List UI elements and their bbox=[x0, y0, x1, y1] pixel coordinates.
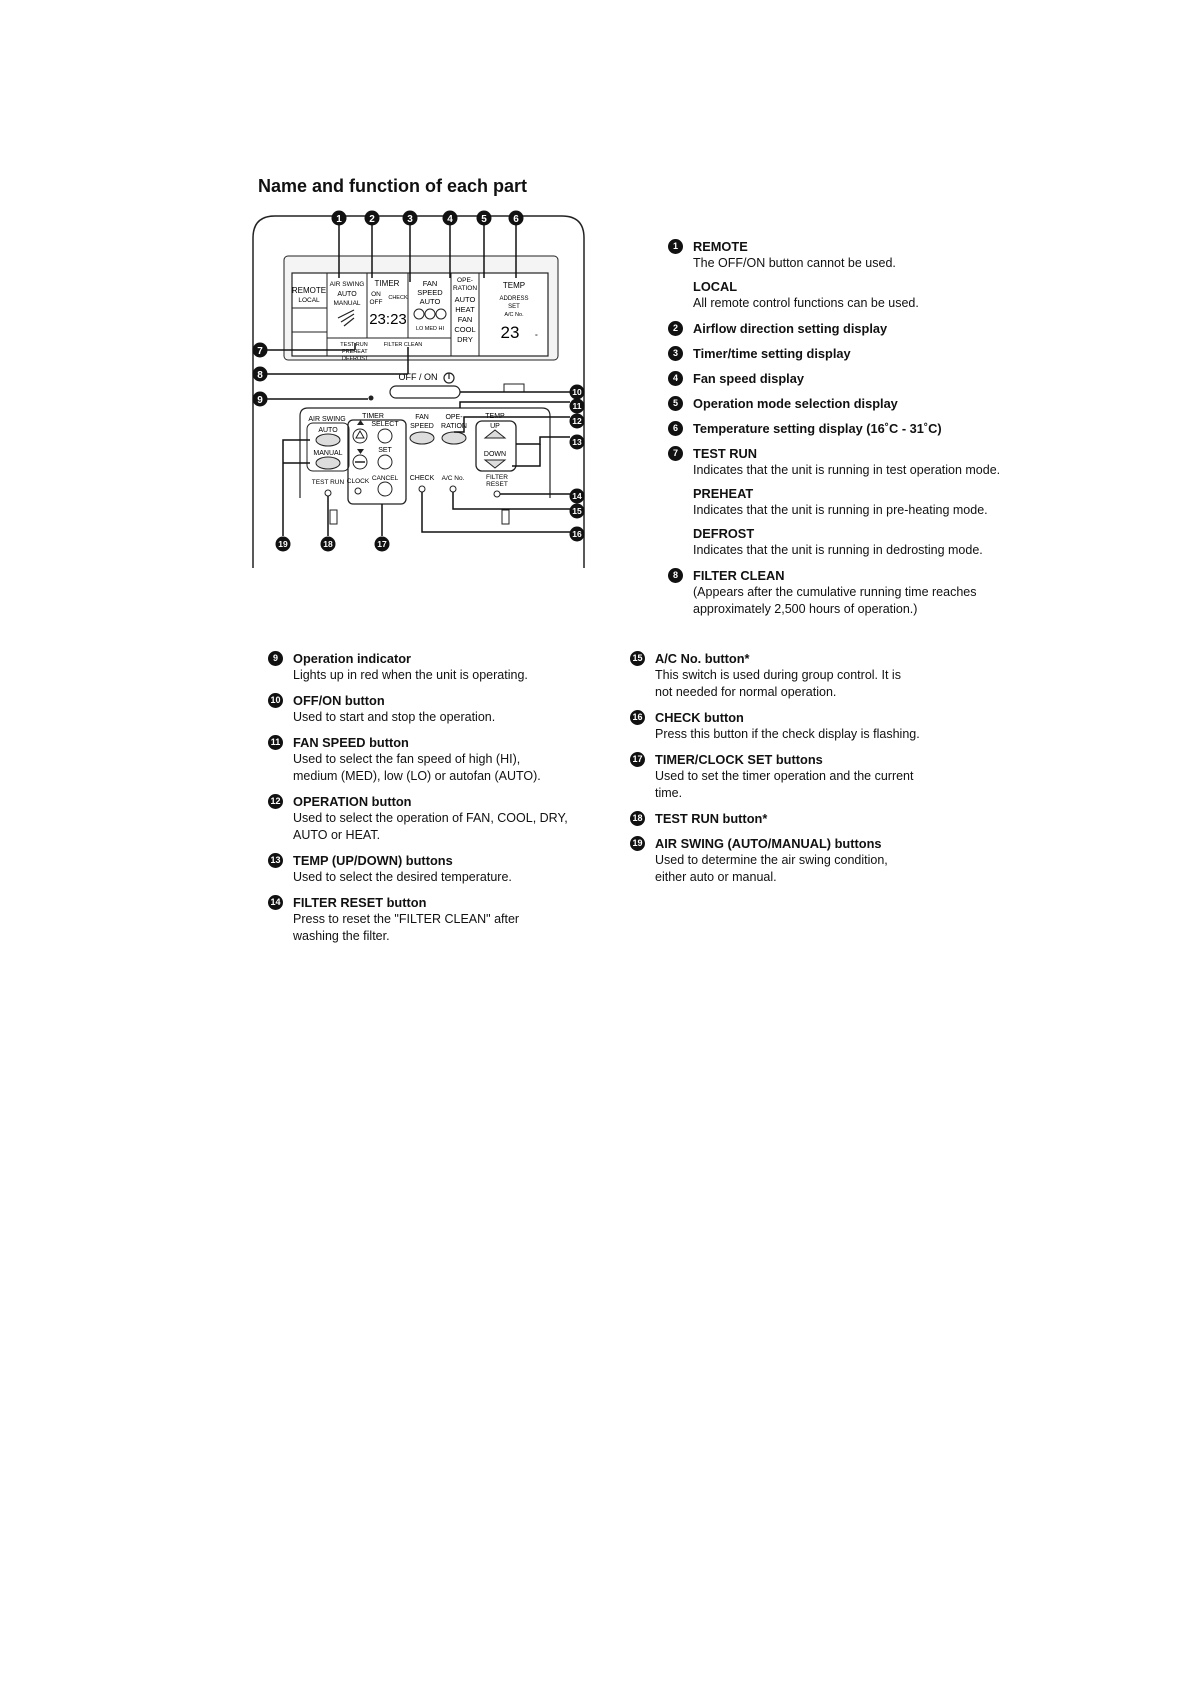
list-item bbox=[668, 420, 1018, 437]
operation-button[interactable] bbox=[442, 432, 466, 444]
item-heading: Timer/time setting display bbox=[693, 346, 851, 361]
item-heading: OPERATION button bbox=[293, 794, 412, 809]
item-number: 7 bbox=[668, 446, 683, 461]
down-label: DOWN bbox=[483, 451, 507, 458]
item-number: 18 bbox=[630, 811, 645, 826]
list-item bbox=[668, 445, 1018, 559]
callout-1: 1 bbox=[336, 214, 342, 225]
list-item bbox=[668, 370, 1018, 387]
item-text: Indicates that the unit is running in test operation mode. bbox=[693, 463, 1001, 477]
ac-no-label: A/C No. bbox=[441, 475, 465, 482]
lcd-auto: AUTO bbox=[337, 291, 357, 298]
lcd-test-run: TEST RUN bbox=[340, 342, 368, 348]
item-heading: AIR SWING (AUTO/MANUAL) buttons bbox=[655, 836, 882, 851]
list-item bbox=[668, 345, 1018, 362]
power-icon bbox=[444, 373, 454, 383]
item-heading: Operation mode selection display bbox=[693, 396, 898, 411]
item-number: 10 bbox=[268, 693, 283, 708]
select-label: SELECT bbox=[371, 421, 399, 428]
parts-list-buttons-left bbox=[268, 650, 568, 953]
item-number: 12 bbox=[268, 794, 283, 809]
clock-label: CLOCK bbox=[346, 478, 370, 485]
lcd-op-dry: DRY bbox=[457, 335, 473, 344]
item-heading: Temperature setting display (16˚C - 31˚C) bbox=[693, 421, 942, 436]
test-run-label: TEST RUN bbox=[311, 479, 345, 486]
list-item bbox=[630, 810, 920, 827]
lcd-remote: REMOTE bbox=[291, 286, 327, 295]
item-text: Used to select the desired temperature. bbox=[293, 870, 512, 884]
speed-label: SPEED bbox=[410, 423, 434, 430]
set-button[interactable] bbox=[378, 455, 392, 469]
parts-list-buttons-right bbox=[630, 650, 920, 894]
callout-17: 17 bbox=[377, 539, 387, 549]
lcd-op-auto: AUTO bbox=[454, 295, 476, 304]
list-item bbox=[268, 692, 568, 726]
lcd-on: ON bbox=[371, 291, 381, 298]
lcd-temp-digits: 23 bbox=[500, 323, 520, 342]
callout-2: 2 bbox=[369, 214, 375, 225]
list-item bbox=[630, 650, 920, 701]
ac-no-button[interactable] bbox=[450, 486, 456, 492]
callout-3: 3 bbox=[407, 214, 413, 225]
air-swing-auto-button[interactable] bbox=[316, 434, 340, 446]
lcd-defrost: DEFROST bbox=[342, 356, 369, 362]
lcd-manual: MANUAL bbox=[333, 300, 361, 307]
item-number: 14 bbox=[268, 895, 283, 910]
item-subtext: Indicates that the unit is running in pre-heating mode. bbox=[693, 503, 988, 517]
item-text: Used to select the operation of FAN, COOL, DRY, AUTO or HEAT. bbox=[293, 811, 568, 842]
item-text: Press to reset the "FILTER CLEAN" after washing the filter. bbox=[293, 912, 520, 943]
item-heading: A/C No. button* bbox=[655, 651, 750, 666]
timer-label: TIMER bbox=[362, 413, 384, 420]
display-window-small bbox=[504, 384, 524, 392]
item-number: 13 bbox=[268, 853, 283, 868]
auto-label: AUTO bbox=[318, 427, 338, 434]
item-subheading: PREHEAT bbox=[693, 486, 754, 501]
item-heading: OFF/ON button bbox=[293, 693, 385, 708]
callout-6: 6 bbox=[513, 214, 519, 225]
lcd-air-swing: AIR SWING bbox=[329, 281, 365, 288]
item-heading: CHECK button bbox=[655, 710, 744, 725]
item-text: This switch is used during group control. It is not needed for normal operation. bbox=[655, 668, 901, 699]
lcd-set: SET bbox=[508, 304, 520, 310]
fan-speed-button[interactable] bbox=[410, 432, 434, 444]
lcd-filter-clean: FILTER CLEAN bbox=[383, 342, 423, 348]
lcd-speed: SPEED bbox=[417, 288, 443, 297]
item-heading: FAN SPEED button bbox=[293, 735, 409, 750]
lcd-check: CHECK bbox=[388, 295, 408, 301]
list-item bbox=[268, 852, 568, 886]
item-heading: FILTER RESET button bbox=[293, 895, 427, 910]
item-heading: TEST RUN bbox=[693, 446, 757, 461]
item-heading: REMOTE bbox=[693, 239, 748, 254]
item-heading: FILTER CLEAN bbox=[693, 568, 785, 583]
filter-reset-button[interactable] bbox=[494, 491, 500, 497]
lcd-op-fan: FAN bbox=[457, 315, 473, 324]
callout-14: 14 bbox=[572, 491, 582, 501]
list-item bbox=[268, 650, 568, 684]
item-text: Used to determine the air swing condition, either auto or manual. bbox=[655, 853, 888, 884]
callout-19: 19 bbox=[278, 539, 288, 549]
callout-13: 13 bbox=[572, 437, 582, 447]
list-item bbox=[268, 894, 568, 945]
temp-up-button[interactable] bbox=[485, 430, 505, 438]
callout-18: 18 bbox=[323, 539, 333, 549]
item-text: Used to set the timer operation and the current time. bbox=[655, 769, 914, 800]
lcd-fan-levels: LO MED HI bbox=[415, 326, 445, 332]
item-text: Used to start and stop the operation. bbox=[293, 710, 496, 724]
timer-up-arrow-icon bbox=[357, 420, 364, 425]
lcd-fan-auto: AUTO bbox=[419, 297, 441, 306]
item-number: 16 bbox=[630, 710, 645, 725]
temp-label: TEMP bbox=[485, 413, 505, 420]
check-label: CHECK bbox=[409, 475, 435, 482]
lcd-off: OFF bbox=[369, 299, 383, 306]
test-run-button[interactable] bbox=[325, 490, 331, 496]
manual-label: MANUAL bbox=[313, 450, 343, 457]
lcd-ope: OPE- bbox=[457, 277, 473, 284]
lcd-op-cool: COOL bbox=[454, 325, 476, 334]
filter-label: FILTER bbox=[486, 474, 508, 481]
item-heading: Airflow direction setting display bbox=[693, 321, 888, 336]
list-item bbox=[668, 320, 1018, 337]
page-title: Name and function of each part bbox=[258, 176, 528, 196]
list-item bbox=[630, 835, 920, 886]
callout-9: 9 bbox=[257, 395, 263, 406]
list-item bbox=[630, 709, 920, 743]
list-item bbox=[668, 567, 1018, 618]
item-number: 9 bbox=[268, 651, 283, 666]
item-heading: Fan speed display bbox=[693, 371, 804, 386]
lcd-address: ADDRESS bbox=[499, 296, 529, 302]
item-number: 3 bbox=[668, 346, 683, 361]
air-swing-label: AIR SWING bbox=[308, 416, 346, 423]
ration-label: RATION bbox=[441, 423, 467, 430]
callout-10: 10 bbox=[572, 387, 582, 397]
remote-controller-diagram bbox=[250, 198, 630, 568]
list-item bbox=[668, 395, 1018, 412]
callout-7: 7 bbox=[257, 346, 263, 357]
item-heading: TEMP (UP/DOWN) buttons bbox=[293, 853, 453, 868]
item-number: 17 bbox=[630, 752, 645, 767]
callout-11: 11 bbox=[572, 401, 582, 411]
reset-label: RESET bbox=[486, 481, 508, 488]
cancel-button[interactable] bbox=[378, 482, 392, 496]
lcd-preheat: PREHEAT bbox=[342, 349, 368, 355]
lcd-ration: RATION bbox=[452, 285, 478, 292]
list-item bbox=[268, 734, 568, 785]
item-subheading: LOCAL bbox=[693, 279, 738, 294]
callout-4: 4 bbox=[447, 214, 453, 225]
lcd-timer: TIMER bbox=[374, 279, 400, 288]
callout-16: 16 bbox=[572, 529, 582, 539]
item-number: 6 bbox=[668, 421, 683, 436]
item-text: The OFF/ON button cannot be used. bbox=[693, 256, 896, 270]
off-on-button[interactable] bbox=[390, 386, 460, 398]
item-number: 8 bbox=[668, 568, 683, 583]
parts-list-display bbox=[668, 238, 1018, 626]
callout-5: 5 bbox=[481, 214, 487, 225]
select-button[interactable] bbox=[378, 429, 392, 443]
off-on-label: OFF / ON bbox=[398, 372, 438, 382]
item-heading: Operation indicator bbox=[293, 651, 412, 666]
callout-8: 8 bbox=[257, 370, 263, 381]
lcd-op-heat: HEAT bbox=[455, 305, 475, 314]
ope-label: OPE- bbox=[445, 414, 463, 421]
item-text: (Appears after the cumulative running time reaches approximately 2,500 hours of operation.) bbox=[693, 585, 977, 616]
lcd-fan: FAN bbox=[422, 279, 438, 288]
item-number: 2 bbox=[668, 321, 683, 336]
item-number: 5 bbox=[668, 396, 683, 411]
fan-label: FAN bbox=[415, 414, 429, 421]
up-label: UP bbox=[490, 423, 500, 430]
list-item bbox=[630, 751, 920, 802]
item-subtext: All remote control functions can be used. bbox=[693, 296, 919, 310]
temp-down-button[interactable] bbox=[485, 460, 505, 468]
air-swing-manual-button[interactable] bbox=[316, 457, 340, 469]
lcd-clock-digits: 23:23 bbox=[369, 311, 407, 328]
item-text: Lights up in red when the unit is operating. bbox=[293, 668, 528, 682]
operation-indicator bbox=[369, 396, 374, 401]
item-heading: TEST RUN button* bbox=[655, 811, 768, 826]
item-text: Used to select the fan speed of high (HI), medium (MED), low (LO) or autofan (AUTO). bbox=[293, 752, 541, 783]
lcd-temp: TEMP bbox=[502, 281, 526, 290]
timer-down-arrow-icon bbox=[357, 449, 364, 454]
lcd-local: LOCAL bbox=[298, 297, 320, 304]
item-number: 1 bbox=[668, 239, 683, 254]
item-number: 4 bbox=[668, 371, 683, 386]
list-item bbox=[668, 238, 1018, 312]
item-text: Press this button if the check display is flashing. bbox=[655, 727, 920, 741]
list-item bbox=[268, 793, 568, 844]
check-button[interactable] bbox=[419, 486, 425, 492]
item-number: 19 bbox=[630, 836, 645, 851]
item-number: 15 bbox=[630, 651, 645, 666]
item-subheading: DEFROST bbox=[693, 526, 755, 541]
item-heading: TIMER/CLOCK SET buttons bbox=[655, 752, 823, 767]
item-subtext: Indicates that the unit is running in dedrosting mode. bbox=[693, 543, 983, 557]
set-label: SET bbox=[378, 447, 392, 454]
callout-15: 15 bbox=[572, 506, 582, 516]
item-number: 11 bbox=[268, 735, 283, 750]
clock-button[interactable] bbox=[355, 488, 361, 494]
degree-icon: ° bbox=[535, 334, 538, 341]
lcd-ac-no: A/C No. bbox=[504, 312, 524, 318]
callout-12: 12 bbox=[572, 416, 582, 426]
cancel-label: CANCEL bbox=[371, 475, 399, 482]
